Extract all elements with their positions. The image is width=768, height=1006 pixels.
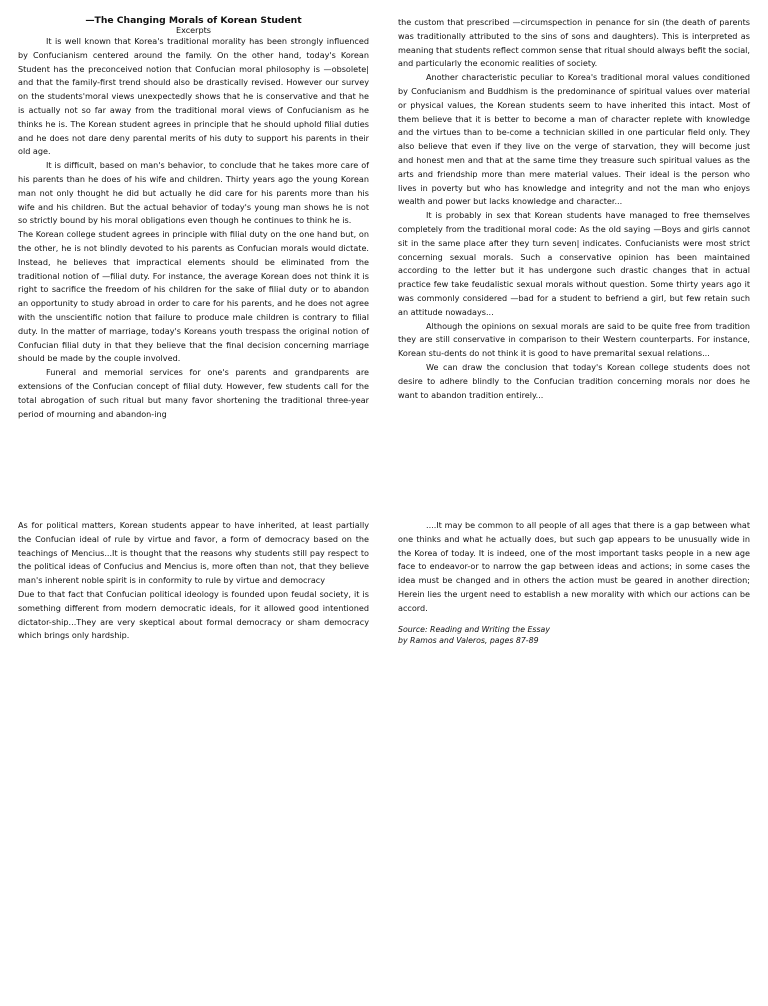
paragraph: It is probably in sex that Korean students have managed to free themselves completely from the traditional moral code: As the old saying —Boys and girls cannot sit in the same place after they turn seven| indicates. Confucianists were most strict concerning sexual morals. Such a conservative opinion has been maintained according to the letter but it has undergone such drastic changes that in actual practice few take feudalistic sexual morals without question. Some thirty years ago it was commonly considered —bad for a student to befriend a girl, but few retain such an attitude nowadays... [398, 210, 750, 317]
paragraph: The Korean college student agrees in principle with filial duty on the one hand but, on the other, he is not blindly devoted to his parents as Confucian morals would dictate. Instead, he believes that impractical elements should be eliminated from the traditional notion of —filial duty. For instance, the average Korean does not think it is right to sacrifice the freedom of his children for the sake of filial duty or to abandon an opportunity to study abroad in order to care for his parents, and he does not agree with the unscientific notion that failure to produce male children is contrary to filial duty. In the matter of marriage, today's Koreans youth trespass the original notion of Confucian filial duty in that they believe that the final decision concerning marriage should be made by the couple involved. [18, 229, 369, 364]
paragraph: Due to that fact that Confucian political ideology is founded upon feudal society, it is something different from modern democratic ideals, for it allowed good intentioned dictator-ship...They are very skeptical about formal democracy or sham democracy which brings only hardship. [18, 588, 369, 641]
paragraph: the custom that prescribed —circumspection in penance for sin (the death of parents was traditionally attributed to the sins of sons and daughters). This is interpreted as meaning that students reflect common sense that ritual should always befit the social, and particularly the economic realities of society. [398, 17, 750, 69]
source-citation: Source: Reading and Writing the Essay [398, 624, 550, 634]
paragraph: Another characteristic peculiar to Korea's traditional moral values conditioned by Confucianism and Buddhism is the predominance of spiritual values over material or physical values, the Korean students seem to have inherited this intact. Most of them believe that it is better to become a man of character replete with knowledge and the virtues than to be-come a technician skilled in one particular field only. They also believe that even if they live on the verge of starvation, they will become just and honest men and that at the same time they treasure such spiritual values as the arts and friendship more than mere material values. Their ideal is the person who lives in poverty but who has knowledge and integrity and not the man who enjoys wealth and power but lacks knowledge and character... [398, 72, 750, 207]
paragraph: Funeral and memorial services for one's parents and grandparents are extensions of the Confucian concept of filial duty. However, few students call for the total abrogation of such ritual but many favor shortening the traditional three-year period of mourning and abandon-ing [18, 367, 369, 419]
paragraph: We can draw the conclusion that today's Korean college students does not desire to adhere blindly to the Confucian tradition concerning morals nor does he want to abandon tradition entirely... [398, 361, 750, 400]
article-subtitle: Excerpts [175, 25, 212, 35]
paragraph: It is difficult, based on man's behavior, to conclude that he takes more care of his parents than he does of his wife and children. Thirty years ago the young Korean man not only thought he did but actually he did care for his parents more than his wife and his children. But the actual behavior of today's young man shows he is not so strictly bound by his moral obligations even though he continues to think he is. [18, 160, 369, 226]
left-column-top [18, 16, 369, 421]
right-column-bottom [398, 519, 750, 646]
paragraph: As for political matters, Korean students appear to have inherited, at least partially the Confucian ideal of rule by virtue and favor, a form of democracy based on the teachings of Mencius...It is thought that the reasons why students still pay respect to the political ideas of Confucius and Mencius is, more often than not, that they believe man's inherent noble spirit is in conformity to rule by virtue and democracy [18, 520, 369, 586]
paragraph: It is well known that Korea's traditional morality has been strongly influenced by Confucianism centered around the family. On the other hand, today's Korean Student has the preconceived notion that Confucian moral philosophy is —obsolete| and that the family-first trend should also be drastically revised. However our survey on the students'moral views unexpectedly shows that he is conservative and that he is actually not so far away from the traditional moral views of Confucianism as he thinks he is. The Korean student agrees in principle that he should uphold filial duties and he does not dare deny parental merits of his duty to support his parents in their old age. [18, 36, 369, 157]
paragraph: Although the opinions on sexual morals are said to be quite free from tradition they are still conservative in comparison to their Western counterparts. For instance, Korean stu-dents do not think it is good to have premarital sexual relations... [398, 320, 750, 359]
left-column-bottom [18, 519, 369, 643]
paragraph: ....It may be common to all people of all ages that there is a gap between what one thinks and what he actually does, but such gap appears to be unusually wide in the Korea of today. It is indeed, one of the most important tasks people in a new age face to endeavor-or to narrow the gap between ideas and actions; in some cases the idea must be changed and in others the action must be geared in another direction; Herein lies the urgent need to establish a new morality with which our actions can be accord. [398, 520, 750, 613]
source-authors: by Ramos and Valeros, pages 87-89 [398, 635, 539, 645]
article-title: —The Changing Morals of Korean Student [85, 15, 302, 26]
right-column-top [398, 16, 750, 402]
